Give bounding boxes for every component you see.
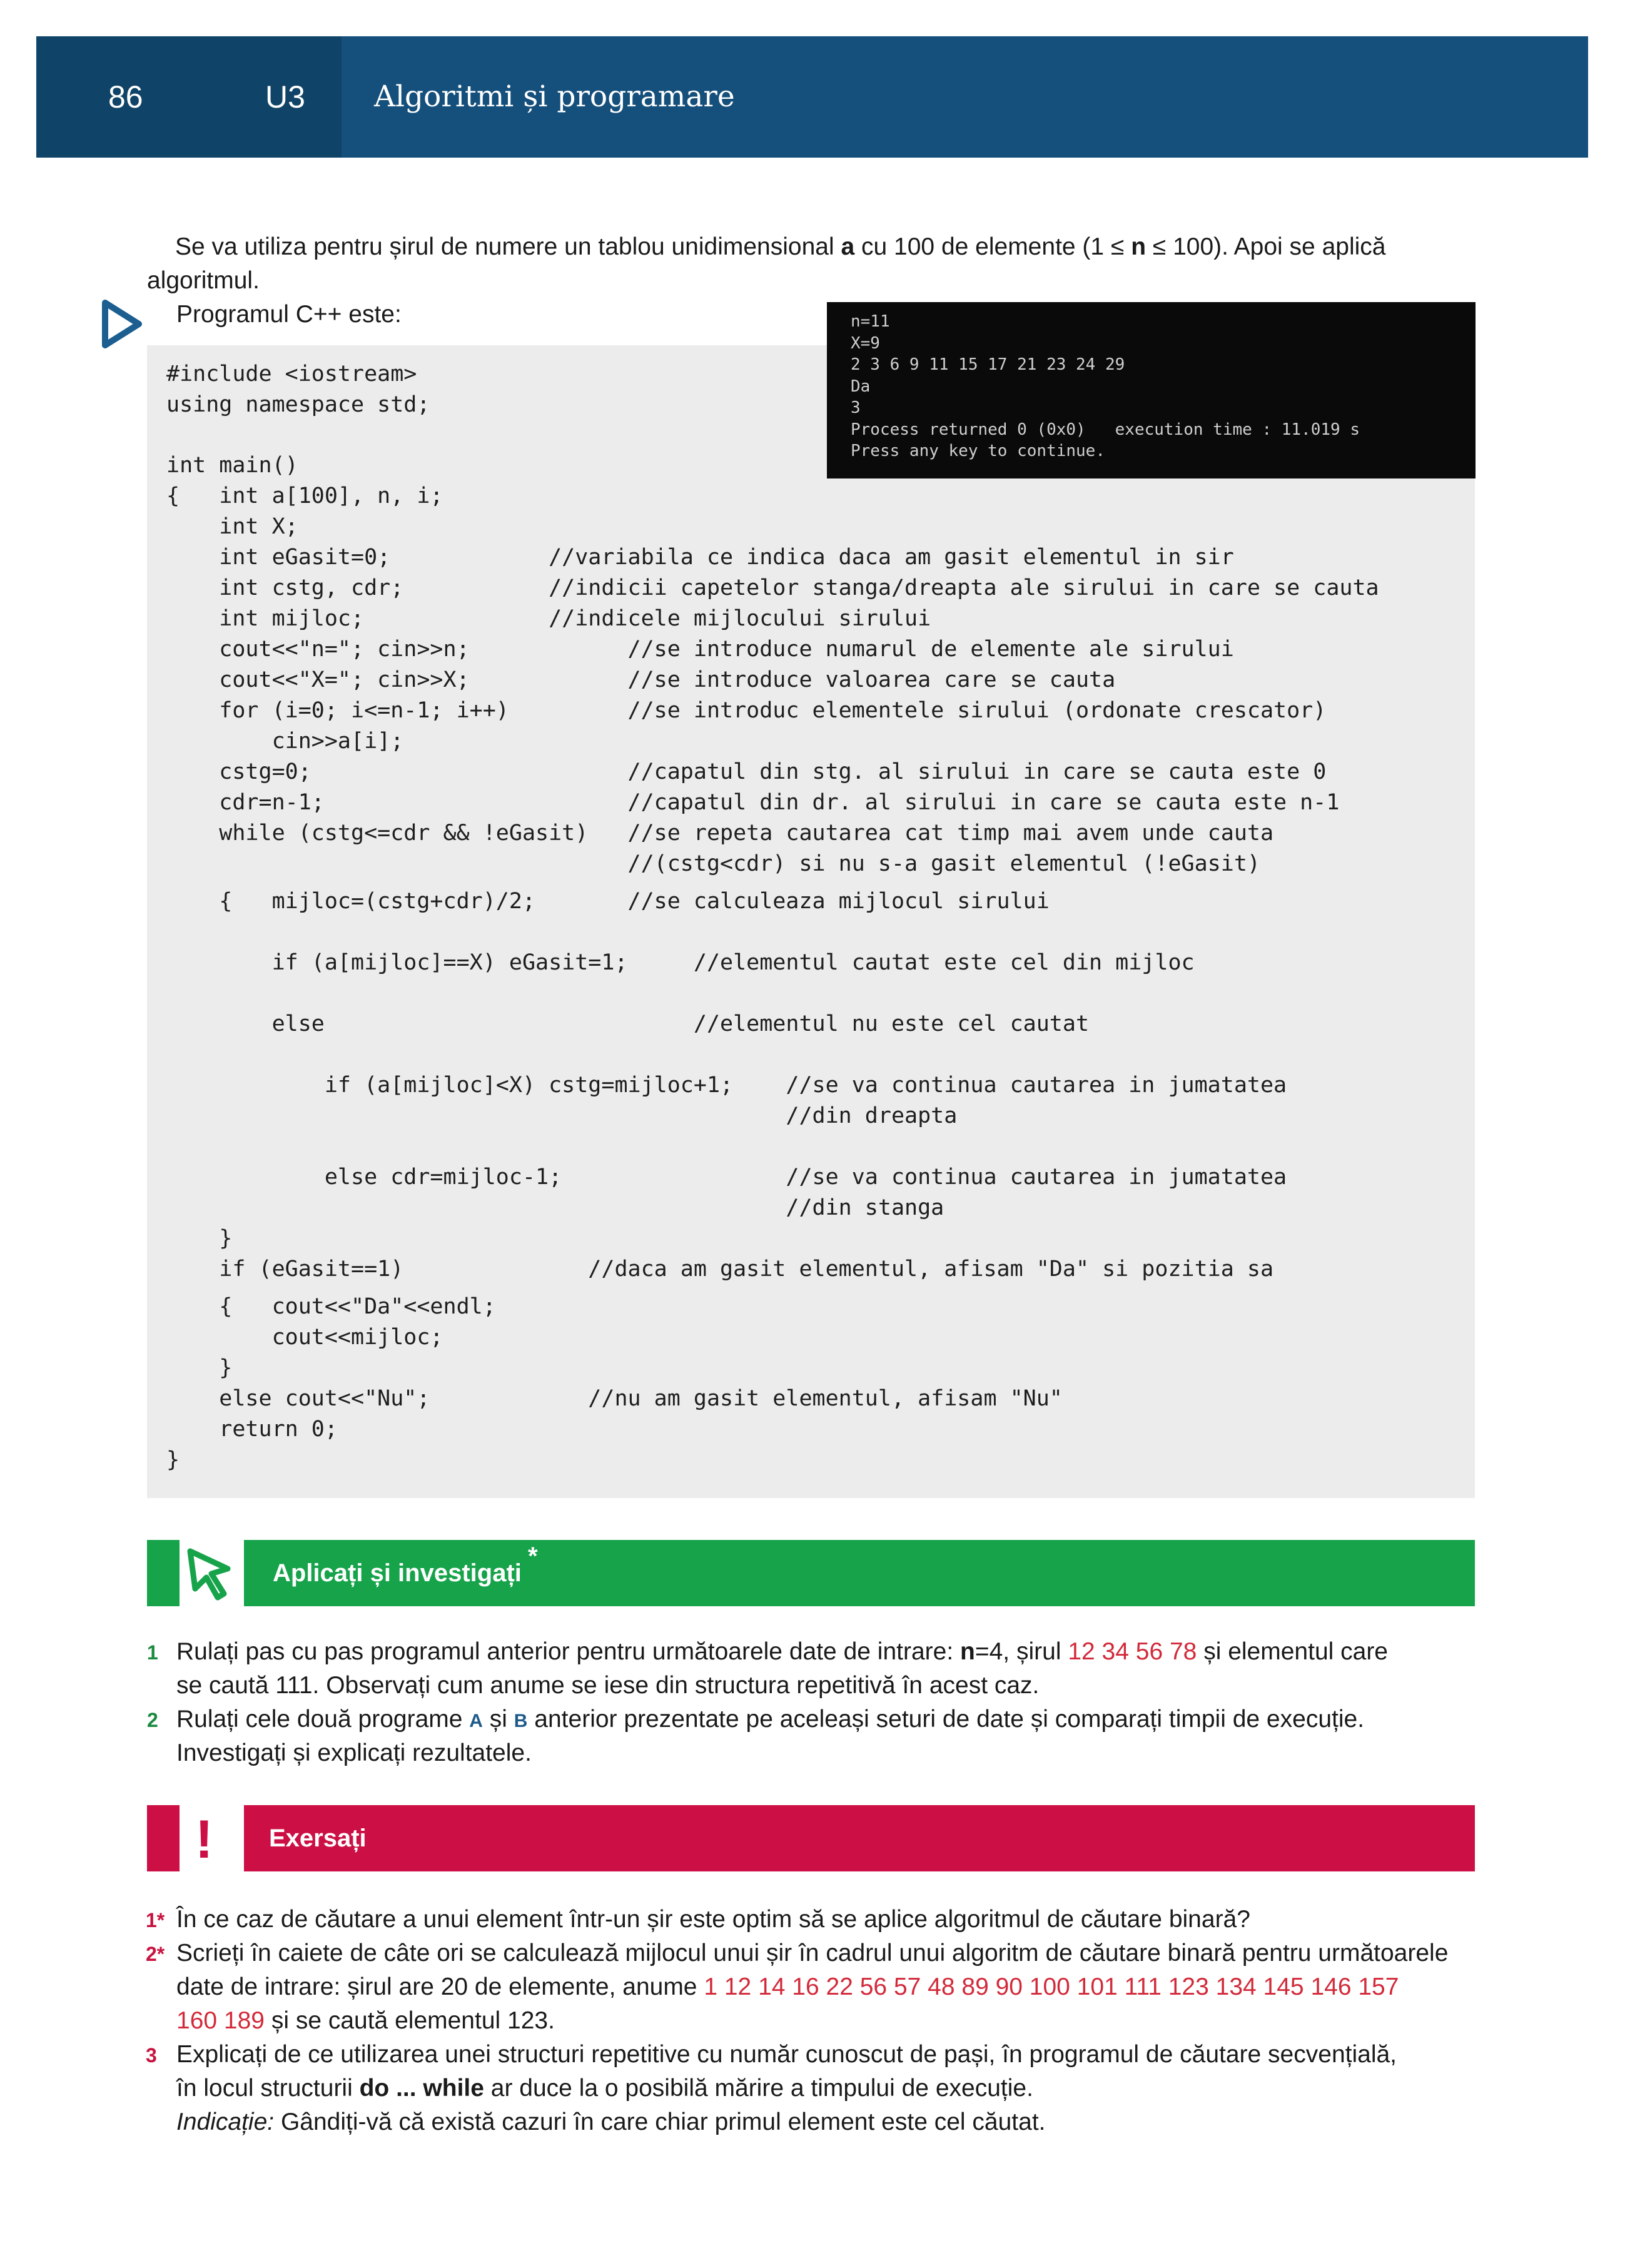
- exercise-item-2-line-2: date de intrare: șirul are 20 de elemente, anume 1 12 14 16 22 56 57 48 89 90 100 101 111 123 134 145 146 157: [176, 1973, 1399, 2000]
- intro-line-1: Se va utiliza pentru șirul de numere un tablou unidimensional a cu 100 de elemente (1 ≤ n ≤ 100). Apoi se aplică: [175, 233, 1386, 260]
- exercise-item-1: În ce caz de căutare a unui element într-un șir este optim să se aplice algoritmul de căutare binară?: [176, 1906, 1250, 1933]
- apply-item-1-line-2: se caută 111. Observați cum anume se iese din structura repetitivă în acest caz.: [176, 1672, 1040, 1699]
- code-line: }: [166, 1226, 233, 1251]
- exercise-item-number: 2*: [146, 1943, 165, 1965]
- unit-label: U3: [265, 79, 305, 114]
- code-line: #include <iostream>: [166, 362, 417, 387]
- code-line: cdr=n-1; //capatul din dr. al sirului in care se cauta este n-1: [166, 790, 1340, 815]
- exclamation-icon: !: [195, 1810, 213, 1870]
- exercise-section-title: Exersați: [269, 1825, 367, 1852]
- code-line: using namespace std;: [166, 392, 430, 417]
- code-line: cin>>a[i];: [166, 729, 404, 754]
- console-text: n=11 X=9 2 3 6 9 11 15 17 21 23 24 29 Da 3 Process returned 0 (0x0) execution time : 11.019 s Press any key to continue.: [851, 312, 1360, 460]
- code-line: //din dreapta: [166, 1103, 958, 1128]
- console-output: [827, 302, 1476, 478]
- exercise-item-3-line-2: în locul structurii do ... while ar duce la o posibilă mărire a timpului de execuție.: [176, 2075, 1033, 2102]
- apply-section-title: Aplicați și investigați: [273, 1559, 522, 1587]
- code-line: return 0;: [166, 1417, 338, 1442]
- chapter-title: Algoritmi și programare: [374, 79, 735, 114]
- apply-item-2-line-1: Rulați cele două programe A și B anterior prezentate pe aceleași seturi de date și comparați timpii de execuție.: [176, 1706, 1365, 1733]
- code-line: int main(): [166, 453, 298, 478]
- page-header: [36, 36, 1588, 158]
- code-line: if (eGasit==1) //daca am gasit elementul, afisam "Da" si pozitia sa: [166, 1257, 1274, 1282]
- exercise-item-number: 1*: [146, 1909, 165, 1931]
- code-line: cout<<mijloc;: [166, 1325, 443, 1350]
- exercise-section-bar: [244, 1805, 1475, 1871]
- code-line: cout<<"X="; cin>>X; //se introduce valoarea care se cauta: [166, 667, 1116, 692]
- code-line: }: [166, 1447, 180, 1472]
- program-b-tag: B: [514, 1711, 528, 1731]
- apply-item-number: 1: [147, 1641, 158, 1664]
- apply-bar-left: [147, 1540, 180, 1606]
- code-line: for (i=0; i<=n-1; i++) //se introduc elementele sirului (ordonate crescator): [166, 698, 1327, 723]
- code-line: while (cstg<=cdr && !eGasit) //se repeta cautarea cat timp mai avem unde cauta: [166, 821, 1274, 846]
- code-line: else cout<<"Nu"; //nu am gasit elementul, afisam "Nu": [166, 1386, 1063, 1411]
- program-a-tag: A: [469, 1711, 483, 1731]
- exercise-item-3-line-3: Indicație: Gândiți-vă că există cazuri în care chiar primul element este cel căutat.: [176, 2109, 1046, 2135]
- code-line: if (a[mijloc]==X) eGasit=1; //elementul cautat este cel din mijloc: [166, 950, 1195, 975]
- code-line: if (a[mijloc]<X) cstg=mijloc+1; //se va continua cautarea in jumatatea: [166, 1073, 1287, 1098]
- play-marker-icon: [100, 299, 144, 349]
- code-line: //(cstg<cdr) si nu s-a gasit elementul (!eGasit): [166, 851, 1260, 876]
- code-line: cout<<"n="; cin>>n; //se introduce numarul de elemente ale sirului: [166, 637, 1234, 662]
- apply-item-number: 2: [147, 1709, 158, 1731]
- code-line: }: [166, 1355, 233, 1380]
- code-line: int eGasit=0; //variabila ce indica daca am gasit elementul in sir: [166, 545, 1234, 570]
- code-line: else cdr=mijloc-1; //se va continua cautarea in jumatatea: [166, 1165, 1287, 1190]
- code-line: cstg=0; //capatul din stg. al sirului in care se cauta este 0: [166, 759, 1327, 784]
- apply-section-star: *: [528, 1542, 538, 1570]
- code-line: //din stanga: [166, 1195, 944, 1220]
- program-label: Programul C++ este:: [176, 301, 402, 328]
- code-line: int mijloc; //indicele mijlocului sirului: [166, 606, 931, 631]
- cursor-icon: [183, 1545, 239, 1601]
- intro-line-2: algoritmul.: [147, 267, 260, 294]
- page-number: 86: [108, 79, 143, 114]
- code-line: { mijloc=(cstg+cdr)/2; //se calculeaza mijlocul sirului: [166, 889, 1050, 914]
- exercise-item-2-line-3: 160 189 și se caută elementul 123.: [176, 2007, 555, 2034]
- code-line: int cstg, cdr; //indicii capetelor stanga/dreapta ale sirului in care se cauta: [166, 575, 1379, 600]
- apply-item-2-line-2: Investigați și explicați rezultatele.: [176, 1739, 532, 1766]
- exercise-item-2-line-1: Scrieți în caiete de câte ori se calculează mijlocul unui șir în cadrul unui algoritm de căutare binară pentru următoarele: [176, 1940, 1449, 1967]
- code-line: { cout<<"Da"<<endl;: [166, 1294, 496, 1319]
- code-line: else //elementul nu este cel cautat: [166, 1011, 1090, 1036]
- code-line: int X;: [166, 514, 298, 539]
- apply-item-1-line-1: Rulați pas cu pas programul anterior pentru următoarele date de intrare: n=4, șirul 12 34 56 78 și elementul care: [176, 1638, 1388, 1665]
- exercise-item-number: 3: [146, 2044, 157, 2067]
- code-line: { int a[100], n, i;: [166, 483, 443, 509]
- exercise-bar-left: [147, 1805, 180, 1871]
- exercise-item-3-line-1: Explicați de ce utilizarea unei structuri repetitive cu număr cunoscut de pași, în programul de căutare secvențială,: [176, 2041, 1397, 2068]
